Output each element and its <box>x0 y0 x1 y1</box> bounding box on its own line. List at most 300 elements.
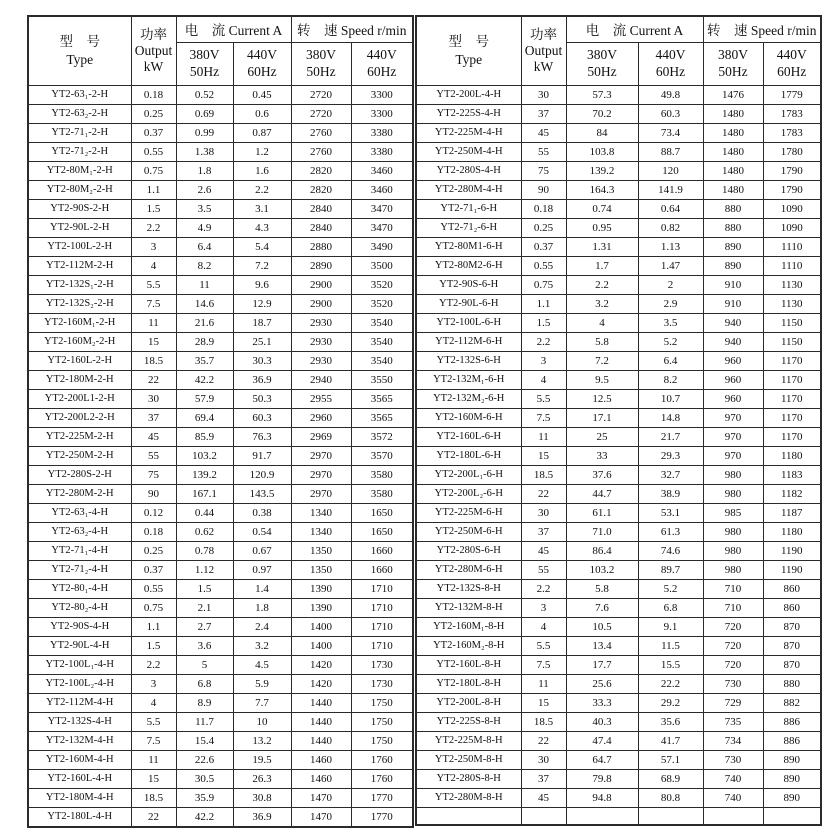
type-cell: YT2-225S-4-H <box>416 104 521 123</box>
current-440v-cell: 9.1 <box>638 617 703 636</box>
frequency-label: 50Hz <box>718 63 748 79</box>
output-kw-cell: 37 <box>521 104 566 123</box>
speed-440v-cell: 886 <box>763 712 821 731</box>
table-row <box>28 123 413 142</box>
current-380v-cell: 3.6 <box>176 636 233 655</box>
output-kw-cell: 11 <box>131 750 176 769</box>
current-440v-cell: 32.7 <box>638 465 703 484</box>
speed-440v-cell: 3520 <box>351 294 413 313</box>
speed-380v-cell: 2960 <box>291 408 351 427</box>
table-row <box>416 807 821 825</box>
current-440v-cell: 25.1 <box>233 332 291 351</box>
speed-440v-cell: 1710 <box>351 579 413 598</box>
speed-380v-cell: 960 <box>703 389 763 408</box>
type-cell: YT2-250M-4-H <box>416 142 521 161</box>
speed-380v-cell: 1476 <box>703 85 763 104</box>
current-380v-cell: 44.7 <box>566 484 638 503</box>
speed-440v-cell: 3570 <box>351 446 413 465</box>
speed-440v-cell: 1660 <box>351 541 413 560</box>
speed-440v-cell: 3565 <box>351 408 413 427</box>
current-380v-cell: 103.2 <box>566 560 638 579</box>
type-cell: YT2-160L-2-H <box>28 351 131 370</box>
table-row <box>416 484 821 503</box>
current-440v-cell <box>638 807 703 825</box>
table-row <box>416 655 821 674</box>
table-row <box>28 560 413 579</box>
output-kw-cell: 1.1 <box>131 180 176 199</box>
current-380v-cell: 1.31 <box>566 237 638 256</box>
current-380v-cell: 8.9 <box>176 693 233 712</box>
current-440v-cell: 91.7 <box>233 446 291 465</box>
output-kw-cell: 1.5 <box>521 313 566 332</box>
speed-440v-cell: 3300 <box>351 85 413 104</box>
table-row <box>416 389 821 408</box>
current-380v-cell: 30.5 <box>176 769 233 788</box>
table-header-left <box>28 16 413 85</box>
speed-440v-cell: 1710 <box>351 636 413 655</box>
tables-container <box>27 15 830 828</box>
type-cell: YT2-200L-8-H <box>416 693 521 712</box>
speed-440v-cell: 3300 <box>351 104 413 123</box>
table-row <box>416 142 821 161</box>
type-cell: YT2-80M₂-2-H <box>28 180 131 199</box>
output-kw-cell: 1.5 <box>131 636 176 655</box>
speed-380v-cell: 2840 <box>291 218 351 237</box>
table-row <box>28 617 413 636</box>
speed-380v-cell: 735 <box>703 712 763 731</box>
current-440v-cell: 29.3 <box>638 446 703 465</box>
output-kw-cell: 45 <box>521 123 566 142</box>
current-380v-cell: 10.5 <box>566 617 638 636</box>
type-cell: YT2-160M₂-2-H <box>28 332 131 351</box>
table-body-right <box>416 85 821 825</box>
type-cell: YT2-225M-8-H <box>416 731 521 750</box>
type-cell: YT2-180M-2-H <box>28 370 131 389</box>
speed-440v-cell: 1110 <box>763 237 821 256</box>
current-380v-cell: 22.6 <box>176 750 233 769</box>
current-380v-cell: 40.3 <box>566 712 638 731</box>
type-cell: YT2-132S-8-H <box>416 579 521 598</box>
current-380v-cell: 61.1 <box>566 503 638 522</box>
current-440v-cell: 0.6 <box>233 104 291 123</box>
type-header-cn: 型 号 <box>448 34 489 50</box>
output-kw-cell: 2.2 <box>131 218 176 237</box>
frequency-label: 60Hz <box>655 63 686 79</box>
output-kw-cell: 0.12 <box>131 503 176 522</box>
type-cell: YT2-90S-6-H <box>416 275 521 294</box>
speed-440v-cell: 1760 <box>351 769 413 788</box>
speed-440v-cell: 1783 <box>763 104 821 123</box>
speed-440v-cell: 1710 <box>351 617 413 636</box>
current-440v-cell: 29.2 <box>638 693 703 712</box>
type-cell: YT2-250M-8-H <box>416 750 521 769</box>
current-440v-cell: 2.2 <box>233 180 291 199</box>
type-cell: YT2-132M₁-6-H <box>416 370 521 389</box>
current-380v-cell: 5 <box>176 655 233 674</box>
type-header-en: Type <box>66 51 94 67</box>
speed-440v-cell: 1170 <box>763 370 821 389</box>
current-380v-cell: 35.7 <box>176 351 233 370</box>
speed-380v-cell: 880 <box>703 199 763 218</box>
speed-440v-cell: 870 <box>763 655 821 674</box>
current-380v-cell: 11 <box>176 275 233 294</box>
current-380v-cell: 8.2 <box>176 256 233 275</box>
current-380v-cell: 2.6 <box>176 180 233 199</box>
table-row <box>28 465 413 484</box>
current-380v-cell: 5.8 <box>566 579 638 598</box>
current-380v-cell: 35.9 <box>176 788 233 807</box>
output-kw-cell: 4 <box>131 256 176 275</box>
speed-380v-cell: 2890 <box>291 256 351 275</box>
speed-380v-cell: 740 <box>703 788 763 807</box>
speed-440v-cell: 860 <box>763 598 821 617</box>
current-380v-cell: 3.2 <box>566 294 638 313</box>
speed-440v-cell: 1710 <box>351 598 413 617</box>
type-cell: YT2-90L-6-H <box>416 294 521 313</box>
output-kw-cell: 0.37 <box>131 123 176 142</box>
speed-440v-cell: 3460 <box>351 180 413 199</box>
output-kw-cell: 7.5 <box>131 294 176 313</box>
table-row <box>416 218 821 237</box>
current-380v-cell: 42.2 <box>176 370 233 389</box>
speed-440v-cell: 3540 <box>351 313 413 332</box>
voltage-label: 440V <box>366 46 397 62</box>
table-row <box>28 218 413 237</box>
table-row <box>416 351 821 370</box>
output-kw-cell: 2.2 <box>521 579 566 598</box>
speed-440v-cell: 1090 <box>763 199 821 218</box>
type-cell: YT2-71₁-6-H <box>416 199 521 218</box>
speed-440v-cell: 1183 <box>763 465 821 484</box>
type-cell <box>416 807 521 825</box>
type-cell: YT2-280M-4-H <box>416 180 521 199</box>
output-kw-cell: 4 <box>521 370 566 389</box>
table-row <box>416 560 821 579</box>
current-440v-cell: 7.2 <box>233 256 291 275</box>
speed-440v-cell: 1187 <box>763 503 821 522</box>
type-cell: YT2-80₂-4-H <box>28 598 131 617</box>
table-row <box>416 104 821 123</box>
current-group-header: 电 流 Current A <box>566 16 703 42</box>
output-kw-cell: 0.18 <box>131 522 176 541</box>
table-row <box>416 123 821 142</box>
output-kw-cell: 2.2 <box>131 655 176 674</box>
current-440v-cell: 141.9 <box>638 180 703 199</box>
current-380v-cell: 86.4 <box>566 541 638 560</box>
table-row <box>416 85 821 104</box>
current-380v-cell: 64.7 <box>566 750 638 769</box>
speed-380v-cell: 2840 <box>291 199 351 218</box>
current-440v-cell: 14.8 <box>638 408 703 427</box>
current-440v-cell: 22.2 <box>638 674 703 693</box>
type-cell: YT2-90S-2-H <box>28 199 131 218</box>
output-kw-cell: 0.75 <box>131 598 176 617</box>
current-group-header: 电 流 Current A <box>176 16 291 42</box>
type-cell: YT2-71₁-2-H <box>28 123 131 142</box>
output-kw-cell: 45 <box>521 541 566 560</box>
speed-440v-cell: 890 <box>763 769 821 788</box>
speed-440v-cell: 1779 <box>763 85 821 104</box>
current-380v-cell: 1.38 <box>176 142 233 161</box>
current-440v-cell: 21.7 <box>638 427 703 446</box>
output-kw-cell: 0.25 <box>521 218 566 237</box>
table-row <box>28 769 413 788</box>
table-row <box>28 161 413 180</box>
output-kw-cell: 0.18 <box>131 85 176 104</box>
current-440v-cell: 5.2 <box>638 579 703 598</box>
output-kw-cell: 15 <box>521 446 566 465</box>
table-row <box>28 180 413 199</box>
voltage-label: 380V <box>189 46 220 62</box>
type-cell: YT2-63₂-2-H <box>28 104 131 123</box>
current-380v-cell: 28.9 <box>176 332 233 351</box>
speed-440v-cell: 1170 <box>763 408 821 427</box>
table-row <box>416 313 821 332</box>
type-cell: YT2-132S₂-2-H <box>28 294 131 313</box>
output-kw-cell: 0.37 <box>131 560 176 579</box>
speed-380v-cell: 2970 <box>291 465 351 484</box>
power-header-cn: 功率 <box>530 27 557 43</box>
table-row <box>28 313 413 332</box>
speed-440v-cell: 860 <box>763 579 821 598</box>
type-cell: YT2-63₁-2-H <box>28 85 131 104</box>
speed-380v-cell: 2969 <box>291 427 351 446</box>
current-380v-cell: 25 <box>566 427 638 446</box>
table-row <box>28 389 413 408</box>
output-kw-cell: 18.5 <box>131 351 176 370</box>
output-kw-cell: 0.75 <box>521 275 566 294</box>
type-cell: YT2-90L-4-H <box>28 636 131 655</box>
current-440v-cell: 49.8 <box>638 85 703 104</box>
speed-380v-cell: 2720 <box>291 104 351 123</box>
current-380v-cell: 167.1 <box>176 484 233 503</box>
speed-380v-cell: 740 <box>703 769 763 788</box>
table-row <box>416 579 821 598</box>
type-cell: YT2-160L-4-H <box>28 769 131 788</box>
speed-380v-cell: 1400 <box>291 636 351 655</box>
type-cell: YT2-160M₁-8-H <box>416 617 521 636</box>
speed-380v-header <box>291 42 351 85</box>
speed-380v-cell: 2930 <box>291 332 351 351</box>
current-380v-cell: 85.9 <box>176 427 233 446</box>
current-440v-cell: 35.6 <box>638 712 703 731</box>
current-380v-cell: 94.8 <box>566 788 638 807</box>
table-row <box>416 503 821 522</box>
speed-380v-cell: 2930 <box>291 351 351 370</box>
current-440v-cell: 3.2 <box>233 636 291 655</box>
type-cell: YT2-280M-2-H <box>28 484 131 503</box>
current-440v-cell: 1.6 <box>233 161 291 180</box>
table-row <box>28 807 413 827</box>
output-kw-cell: 0.55 <box>131 142 176 161</box>
current-380v-cell: 25.6 <box>566 674 638 693</box>
current-380v-cell: 6.4 <box>176 237 233 256</box>
table-row <box>28 85 413 104</box>
speed-440v-cell: 882 <box>763 693 821 712</box>
type-cell: YT2-112M-4-H <box>28 693 131 712</box>
speed-380v-cell: 1480 <box>703 180 763 199</box>
current-380v-cell: 11.7 <box>176 712 233 731</box>
current-440v-cell: 60.3 <box>233 408 291 427</box>
speed-380v-cell: 1340 <box>291 503 351 522</box>
speed-380v-cell: 2880 <box>291 237 351 256</box>
current-440v-cell: 6.8 <box>638 598 703 617</box>
table-row <box>416 731 821 750</box>
speed-440v-cell: 870 <box>763 617 821 636</box>
output-kw-cell: 37 <box>131 408 176 427</box>
table-row <box>28 674 413 693</box>
table-row <box>416 237 821 256</box>
speed-440v-cell: 1790 <box>763 161 821 180</box>
type-cell: YT2-71₂-4-H <box>28 560 131 579</box>
current-380v-cell: 164.3 <box>566 180 638 199</box>
speed-380v-cell: 710 <box>703 579 763 598</box>
speed-380v-cell: 980 <box>703 560 763 579</box>
table-row <box>28 427 413 446</box>
output-kw-cell <box>521 807 566 825</box>
current-380v-cell: 69.4 <box>176 408 233 427</box>
speed-380v-cell: 720 <box>703 636 763 655</box>
speed-380v-cell: 2940 <box>291 370 351 389</box>
speed-380v-cell: 910 <box>703 294 763 313</box>
current-440v-cell: 38.9 <box>638 484 703 503</box>
table-row <box>416 674 821 693</box>
power-header-en: Output <box>524 42 563 58</box>
speed-440v-cell: 3540 <box>351 332 413 351</box>
motor-spec-table-right <box>415 15 822 826</box>
speed-440v-cell: 1770 <box>351 807 413 827</box>
frequency-label: 60Hz <box>247 63 277 79</box>
current-380v-cell: 9.5 <box>566 370 638 389</box>
current-440v-cell: 30.3 <box>233 351 291 370</box>
current-380v-cell: 1.8 <box>176 161 233 180</box>
current-440v-cell: 89.7 <box>638 560 703 579</box>
speed-380v-cell: 1420 <box>291 655 351 674</box>
table-row <box>416 256 821 275</box>
power-header-en: Output <box>134 42 173 58</box>
speed-440v-cell: 1150 <box>763 313 821 332</box>
type-cell: YT2-132M₂-6-H <box>416 389 521 408</box>
type-cell: YT2-80M2-6-H <box>416 256 521 275</box>
output-kw-cell: 1.5 <box>131 199 176 218</box>
type-cell: YT2-71₂-6-H <box>416 218 521 237</box>
speed-440v-cell: 1770 <box>351 788 413 807</box>
speed-440v-cell: 1180 <box>763 522 821 541</box>
table-row <box>28 408 413 427</box>
output-kw-cell: 90 <box>521 180 566 199</box>
frequency-label: 60Hz <box>777 63 807 79</box>
speed-380v-cell: 985 <box>703 503 763 522</box>
power-header <box>131 16 176 85</box>
speed-380v-cell: 1480 <box>703 161 763 180</box>
speed-440v-cell: 870 <box>763 636 821 655</box>
speed-440v-cell: 1090 <box>763 218 821 237</box>
table-row <box>416 712 821 731</box>
speed-380v-cell: 729 <box>703 693 763 712</box>
type-cell: YT2-100L-6-H <box>416 313 521 332</box>
current-440v-cell: 1.47 <box>638 256 703 275</box>
speed-380v-cell: 730 <box>703 750 763 769</box>
output-kw-cell: 5.5 <box>521 636 566 655</box>
current-380v-cell: 1.12 <box>176 560 233 579</box>
speed-380v-cell: 2760 <box>291 123 351 142</box>
speed-440v-cell: 3580 <box>351 484 413 503</box>
speed-380v-header <box>703 42 763 85</box>
speed-440v-cell: 3380 <box>351 142 413 161</box>
current-440v-cell: 18.7 <box>233 313 291 332</box>
speed-440v-cell: 1780 <box>763 142 821 161</box>
current-380v-cell: 12.5 <box>566 389 638 408</box>
table-row <box>28 237 413 256</box>
type-cell: YT2-180L-8-H <box>416 674 521 693</box>
speed-380v-cell: 980 <box>703 465 763 484</box>
speed-380v-cell: 1390 <box>291 579 351 598</box>
table-row <box>28 712 413 731</box>
speed-380v-cell: 2900 <box>291 294 351 313</box>
speed-440v-cell: 1130 <box>763 294 821 313</box>
table-row <box>416 427 821 446</box>
type-cell: YT2-200L₁-6-H <box>416 465 521 484</box>
output-kw-cell: 0.75 <box>131 161 176 180</box>
table-row <box>416 370 821 389</box>
current-380v-cell: 57.3 <box>566 85 638 104</box>
type-header <box>416 16 521 85</box>
type-cell: YT2-71₂-2-H <box>28 142 131 161</box>
table-body-left <box>28 85 413 827</box>
table-row <box>28 522 413 541</box>
current-440v-cell: 0.45 <box>233 85 291 104</box>
speed-380v-cell: 1460 <box>291 769 351 788</box>
current-380v-cell: 17.1 <box>566 408 638 427</box>
speed-440v-cell: 1170 <box>763 351 821 370</box>
type-cell: YT2-100L-2-H <box>28 237 131 256</box>
table-row <box>416 332 821 351</box>
speed-440v-cell: 886 <box>763 731 821 750</box>
speed-440v-header <box>763 42 821 85</box>
speed-440v-cell: 1730 <box>351 674 413 693</box>
speed-440v-cell: 890 <box>763 788 821 807</box>
type-cell: YT2-250M-2-H <box>28 446 131 465</box>
table-row <box>28 142 413 161</box>
speed-380v-cell: 1350 <box>291 560 351 579</box>
speed-440v-cell: 3470 <box>351 199 413 218</box>
output-kw-cell: 30 <box>521 503 566 522</box>
current-380v-cell: 5.8 <box>566 332 638 351</box>
current-440v-cell: 120.9 <box>233 465 291 484</box>
output-kw-cell: 11 <box>131 313 176 332</box>
output-kw-cell: 0.25 <box>131 104 176 123</box>
current-380v-cell <box>566 807 638 825</box>
type-cell: YT2-80M1-6-H <box>416 237 521 256</box>
type-cell: YT2-90L-2-H <box>28 218 131 237</box>
speed-440v-cell: 1182 <box>763 484 821 503</box>
output-kw-cell: 22 <box>521 484 566 503</box>
speed-440v-cell <box>763 807 821 825</box>
speed-380v-cell: 1480 <box>703 142 763 161</box>
speed-380v-cell: 910 <box>703 275 763 294</box>
speed-380v-cell: 1390 <box>291 598 351 617</box>
current-380v-cell: 84 <box>566 123 638 142</box>
speed-380v-cell: 1440 <box>291 731 351 750</box>
table-row <box>28 503 413 522</box>
speed-380v-cell: 960 <box>703 370 763 389</box>
current-440v-cell: 9.6 <box>233 275 291 294</box>
type-cell: YT2-180M-4-H <box>28 788 131 807</box>
table-row <box>416 693 821 712</box>
current-440v-cell: 143.5 <box>233 484 291 503</box>
current-440v-cell: 1.13 <box>638 237 703 256</box>
current-440v-cell: 2.4 <box>233 617 291 636</box>
